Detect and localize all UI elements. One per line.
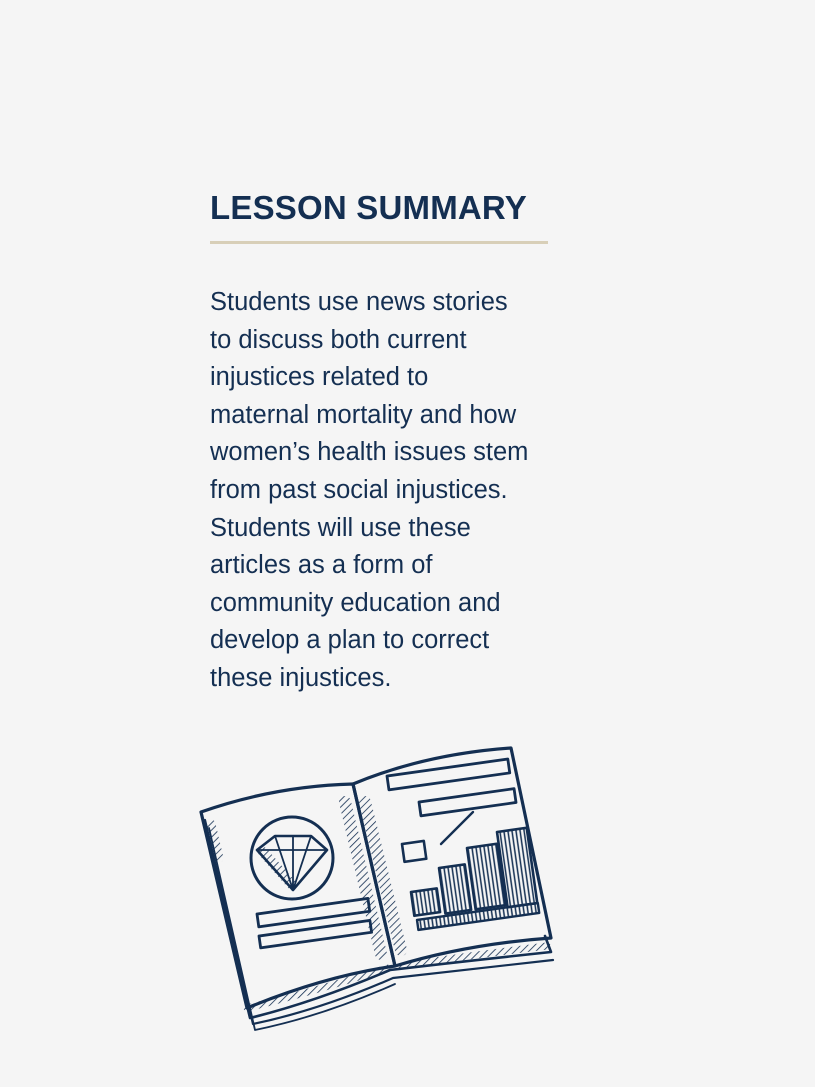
- bar-chart-icon: [411, 828, 539, 930]
- lesson-summary-text: [210, 284, 555, 698]
- title-divider: [210, 241, 548, 244]
- diamond-icon: [251, 817, 333, 899]
- page-title: LESSON SUMMARY: [210, 189, 527, 226]
- summary-line: women’s health issues stem: [210, 438, 529, 467]
- summary-line: develop a plan to correct: [210, 626, 490, 655]
- summary-line: maternal mortality and how: [210, 400, 517, 429]
- summary-line: Students use news stories: [210, 288, 508, 316]
- summary-line: community education and: [210, 588, 501, 617]
- summary-line: Students will use these: [210, 513, 471, 542]
- summary-line: from past social injustices.: [210, 475, 508, 504]
- summary-line: articles as a form of: [210, 551, 433, 580]
- open-magazine-icon: [195, 740, 560, 1035]
- summary-line: to discuss both current: [210, 325, 467, 354]
- summary-line: injustices related to: [210, 363, 429, 392]
- summary-line: these injustices.: [210, 663, 392, 692]
